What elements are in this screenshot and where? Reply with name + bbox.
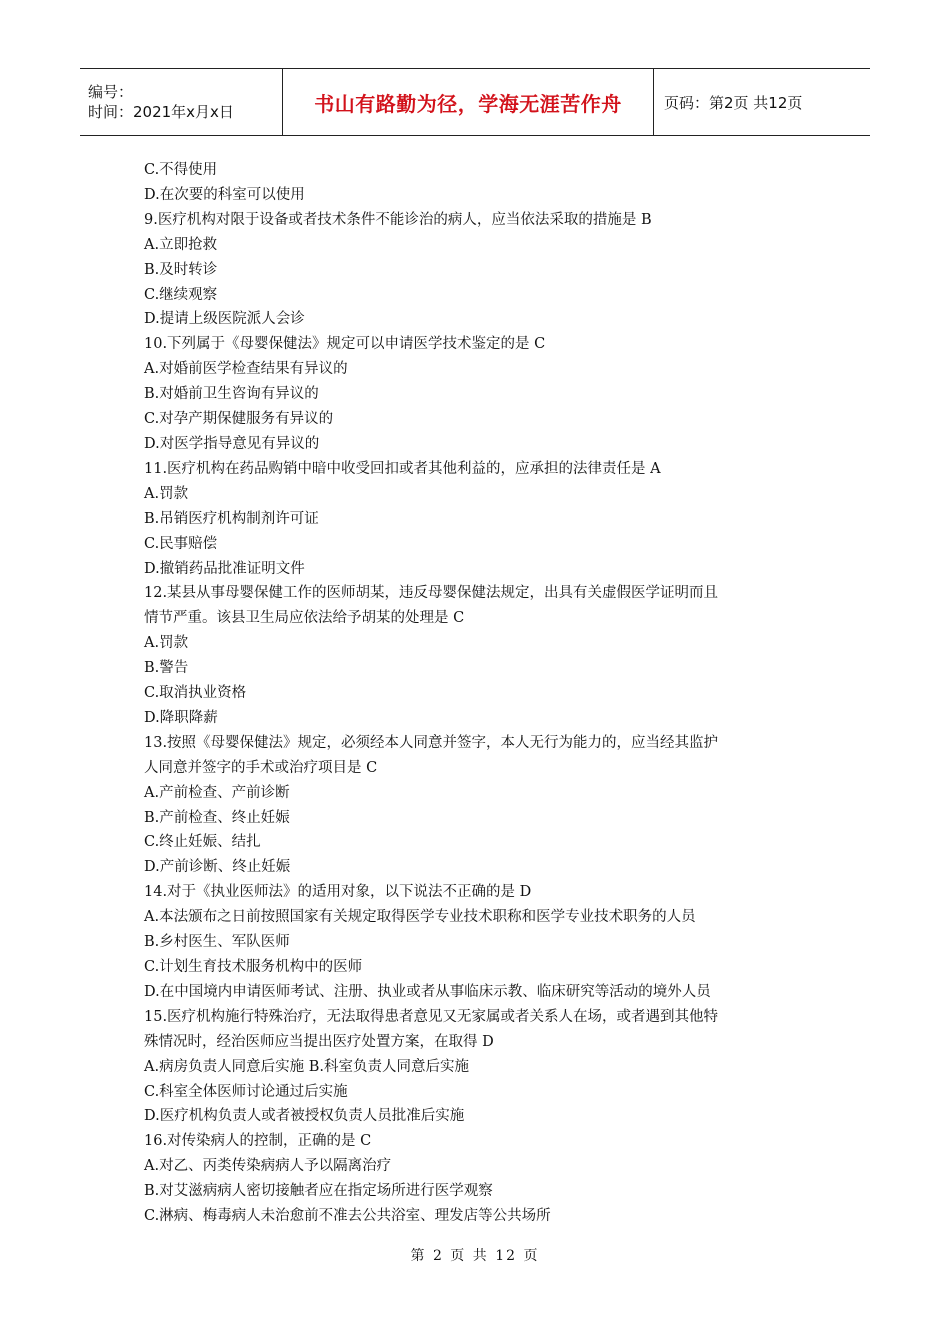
text-line: 14.对于《执业医师法》的适用对象，以下说法不正确的是 D xyxy=(144,884,532,901)
text-line: D.医疗机构负责人或者被授权负责人员批准后实施 xyxy=(144,1108,465,1125)
text-line: C.民事赔偿 xyxy=(144,535,218,552)
text-line: 情节严重。该县卫生局应依法给予胡某的处理是 C xyxy=(144,610,465,627)
text-line: C.计划生育技术服务机构中的医师 xyxy=(144,959,363,975)
text-line: C.终止妊娠、结扎 xyxy=(144,834,261,851)
text-line: C.科室全体医师讨论通过后实施 xyxy=(144,1083,348,1100)
text-line: D.撤销药品批准证明文件 xyxy=(144,560,305,577)
text-line: B.对艾滋病病人密切接触者应在指定场所进行医学观察 xyxy=(144,1183,493,1200)
text-line: 殊情况时，经治医师应当提出医疗处置方案，在取得 D xyxy=(144,1033,494,1050)
text-line: C.继续观察 xyxy=(144,286,218,303)
header-motto-cell xyxy=(282,69,654,135)
header-meta xyxy=(80,69,282,135)
text-line: 9.医疗机构对限于设备或者技术条件不能诊治的病人，应当依法采取的措施是 B xyxy=(144,211,652,228)
text-line: C.不得使用 xyxy=(144,162,218,178)
page-footer: 第 2 页 共 12 页 xyxy=(410,1248,540,1264)
text-line: B.警告 xyxy=(144,660,189,677)
text-line: C.淋病、梅毒病人未治愈前不准去公共浴室、理发店等公共场所 xyxy=(144,1208,551,1225)
text-line: 12.某县从事母婴保健工作的医师胡某，违反母婴保健法规定，出具有关虚假医学证明而且 xyxy=(144,585,719,602)
text-line: A.罚款 xyxy=(144,635,189,652)
text-line: A.立即抢救 xyxy=(144,236,218,253)
text-line: 16.对传染病人的控制，正确的是 C xyxy=(144,1133,372,1150)
text-line: D.提请上级医院派人会诊 xyxy=(144,311,305,328)
document-body xyxy=(144,158,814,1229)
text-line: 11.医疗机构在药品购销中暗中收受回扣或者其他利益的，应承担的法律责任是 A xyxy=(144,460,661,477)
time-label: 时间：2021年x月x日 xyxy=(88,103,234,121)
text-line: 13.按照《母婴保健法》规定，必须经本人同意并签字，本人无行为能力的，应当经其监护 xyxy=(144,734,719,751)
text-line: A.对婚前医学检查结果有异议的 xyxy=(144,361,348,378)
text-line: 10.下列属于《母婴保健法》规定可以申请医学技术鉴定的是 C xyxy=(144,336,546,353)
text-line: A.病房负责人同意后实施 B.科室负责人同意后实施 xyxy=(144,1058,469,1075)
text-line: B.产前检查、终止妊娠 xyxy=(144,809,290,826)
text-line: B.对婚前卫生咨询有异议的 xyxy=(144,386,319,403)
text-line: C.对孕产期保健服务有异议的 xyxy=(144,411,334,428)
text-line: D.降职降薪 xyxy=(144,709,218,726)
serial-label: 编号： xyxy=(88,83,134,101)
text-line: A.产前检查、产前诊断 xyxy=(144,784,290,801)
text-line: C.取消执业资格 xyxy=(144,685,247,702)
text-line: D.产前诊断、终止妊娠 xyxy=(144,859,291,876)
text-line: A.本法颁布之日前按照国家有关规定取得医学专业技术职称和医学专业技术职务的人员 xyxy=(144,909,696,926)
text-line: B.乡村医生、军队医师 xyxy=(144,934,290,951)
header-page-info: 页码：第2页 共12页 xyxy=(664,93,803,112)
text-line: B.及时转诊 xyxy=(144,261,218,278)
text-line: D.在中国境内申请医师考试、注册、执业或者从事临床示教、临床研究等活动的境外人员 xyxy=(144,983,711,1000)
page-header xyxy=(80,68,870,136)
text-line: 人同意并签字的手术或治疗项目是 C xyxy=(144,759,378,776)
text-line: B.吊销医疗机构制剂许可证 xyxy=(144,510,319,527)
text-line: A.对乙、丙类传染病病人予以隔离治疗 xyxy=(144,1158,392,1175)
text-line: 15.医疗机构施行特殊治疗，无法取得患者意见又无家属或者关系人在场，或者遇到其他特 xyxy=(144,1008,719,1025)
text-line: A.罚款 xyxy=(144,485,189,502)
text-line: D.在次要的科室可以使用 xyxy=(144,186,305,203)
header-motto: 书山有路勤为径，学海无涯苦作舟 xyxy=(314,91,622,116)
text-line: D.对医学指导意见有异议的 xyxy=(144,435,320,452)
